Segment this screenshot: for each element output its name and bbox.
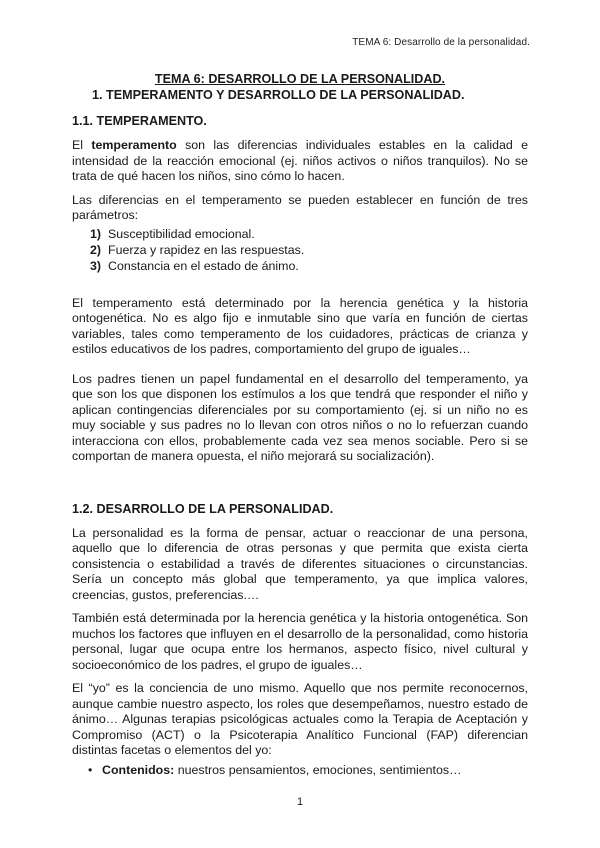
paragraph-personality-definition: La personalidad es la forma de pensar, actuar o reaccionar de una persona, aquello que lo diferencia de otras personas y que permita que exista cierta consistencia o estabilidad a través de diferentes situaciones o circunstancias. Sería un concepto más global que temperamento, ya que implica valores, creencias, gustos, preferencias.… bbox=[72, 525, 528, 602]
section-title: 1. TEMPERAMENTO Y DESARROLLO DE LA PERSONALIDAD. bbox=[92, 88, 465, 102]
paragraph-temperamento-definition bbox=[72, 138, 528, 185]
document-title: TEMA 6: DESARROLLO DE LA PERSONALIDAD. bbox=[154, 72, 446, 86]
list-number: 3) bbox=[90, 258, 102, 273]
facet-text: nuestros pensamientos, emociones, sentimientos… bbox=[174, 762, 462, 777]
list-number: 1) bbox=[90, 226, 102, 241]
parameters-list bbox=[72, 226, 528, 274]
paragraph-text: son las diferencias individuales estables en la calidad e intensidad de la reacción emocional (ej. niños activos o niños tranquilos). No se trata de qué hacen los niños, sino cómo lo hacen. bbox=[72, 138, 528, 183]
list-item-text: Fuerza y rapidez en las respuestas. bbox=[108, 242, 305, 257]
paragraph-personality-factors: También está determinada por la herencia genética y la historia ontogenética. Son muchos los factores que influyen en el desarrollo de la personalidad, como historia personal, lugar que ocupa entre los hermanos, aspecto físico, nivel cultural y socioeconómico de los padres, el grupo de iguales… bbox=[72, 611, 528, 672]
paragraph-parents-role: Los padres tienen un papel fundamental en el desarrollo del temperamento, ya que son los que disponen los estímulos a los que tendrá que responder el niño y aplican contingencias diferenciales por su comportamiento (ej. si un niño no es muy sociable y sus padres no lo llevan con otros niños o no lo refuerzan cuando interacciona con ellos, probablemente cada vez sea menos sociable. Pero si se comportan de manera opuesta, el niño mejorará su socialización). bbox=[72, 371, 528, 463]
list-item bbox=[90, 242, 528, 258]
page-number: 1 bbox=[296, 796, 304, 808]
list-item bbox=[90, 226, 528, 242]
list-number: 2) bbox=[90, 242, 102, 257]
subsection-title-temperamento: 1.1. TEMPERAMENTO. bbox=[72, 114, 207, 128]
paragraph-temperamento-determinants: El temperamento está determinado por la herencia genética y la historia ontogenética. No es algo fijo e inmutable sino que varía en función de ciertas variables, tales como temperamento de los cuidadores, prácticas de crianza y estilos educativos de los padres, comportamiento del grupo de iguales… bbox=[72, 295, 528, 356]
subsection-title-personalidad: 1.2. DESARROLLO DE LA PERSONALIDAD. bbox=[72, 501, 334, 516]
paragraph-parameters-intro: Las diferencias en el temperamento se pueden establecer en función de tres parámetros: bbox=[72, 192, 528, 222]
page-content bbox=[72, 71, 528, 778]
term-temperamento: temperamento bbox=[91, 138, 177, 152]
facets-list bbox=[72, 763, 528, 779]
facet-label: Contenidos: bbox=[102, 762, 175, 777]
section-spacer bbox=[72, 473, 528, 501]
list-item bbox=[90, 258, 528, 274]
running-header: TEMA 6: Desarrollo de la personalidad. bbox=[352, 37, 530, 48]
paragraph-text: El bbox=[72, 138, 92, 152]
list-item bbox=[90, 763, 528, 779]
paragraph-yo: El “yo” es la conciencia de uno mismo. Aquello que nos permite reconocernos, aunque cambie nuestro aspecto, los roles que desempeñamos, nuestro estado de ánimo… Algunas terapias psicológicas actuales como la Terapia de Aceptación y Compromiso (ACT) o la Psicoterapia Analítico Funcional (FAP) diferencian distintas facetas o elementos del yo: bbox=[72, 681, 528, 757]
list-item-text: Susceptibilidad emocional. bbox=[108, 226, 255, 241]
list-item-text: Constancia en el estado de ánimo. bbox=[108, 258, 299, 273]
